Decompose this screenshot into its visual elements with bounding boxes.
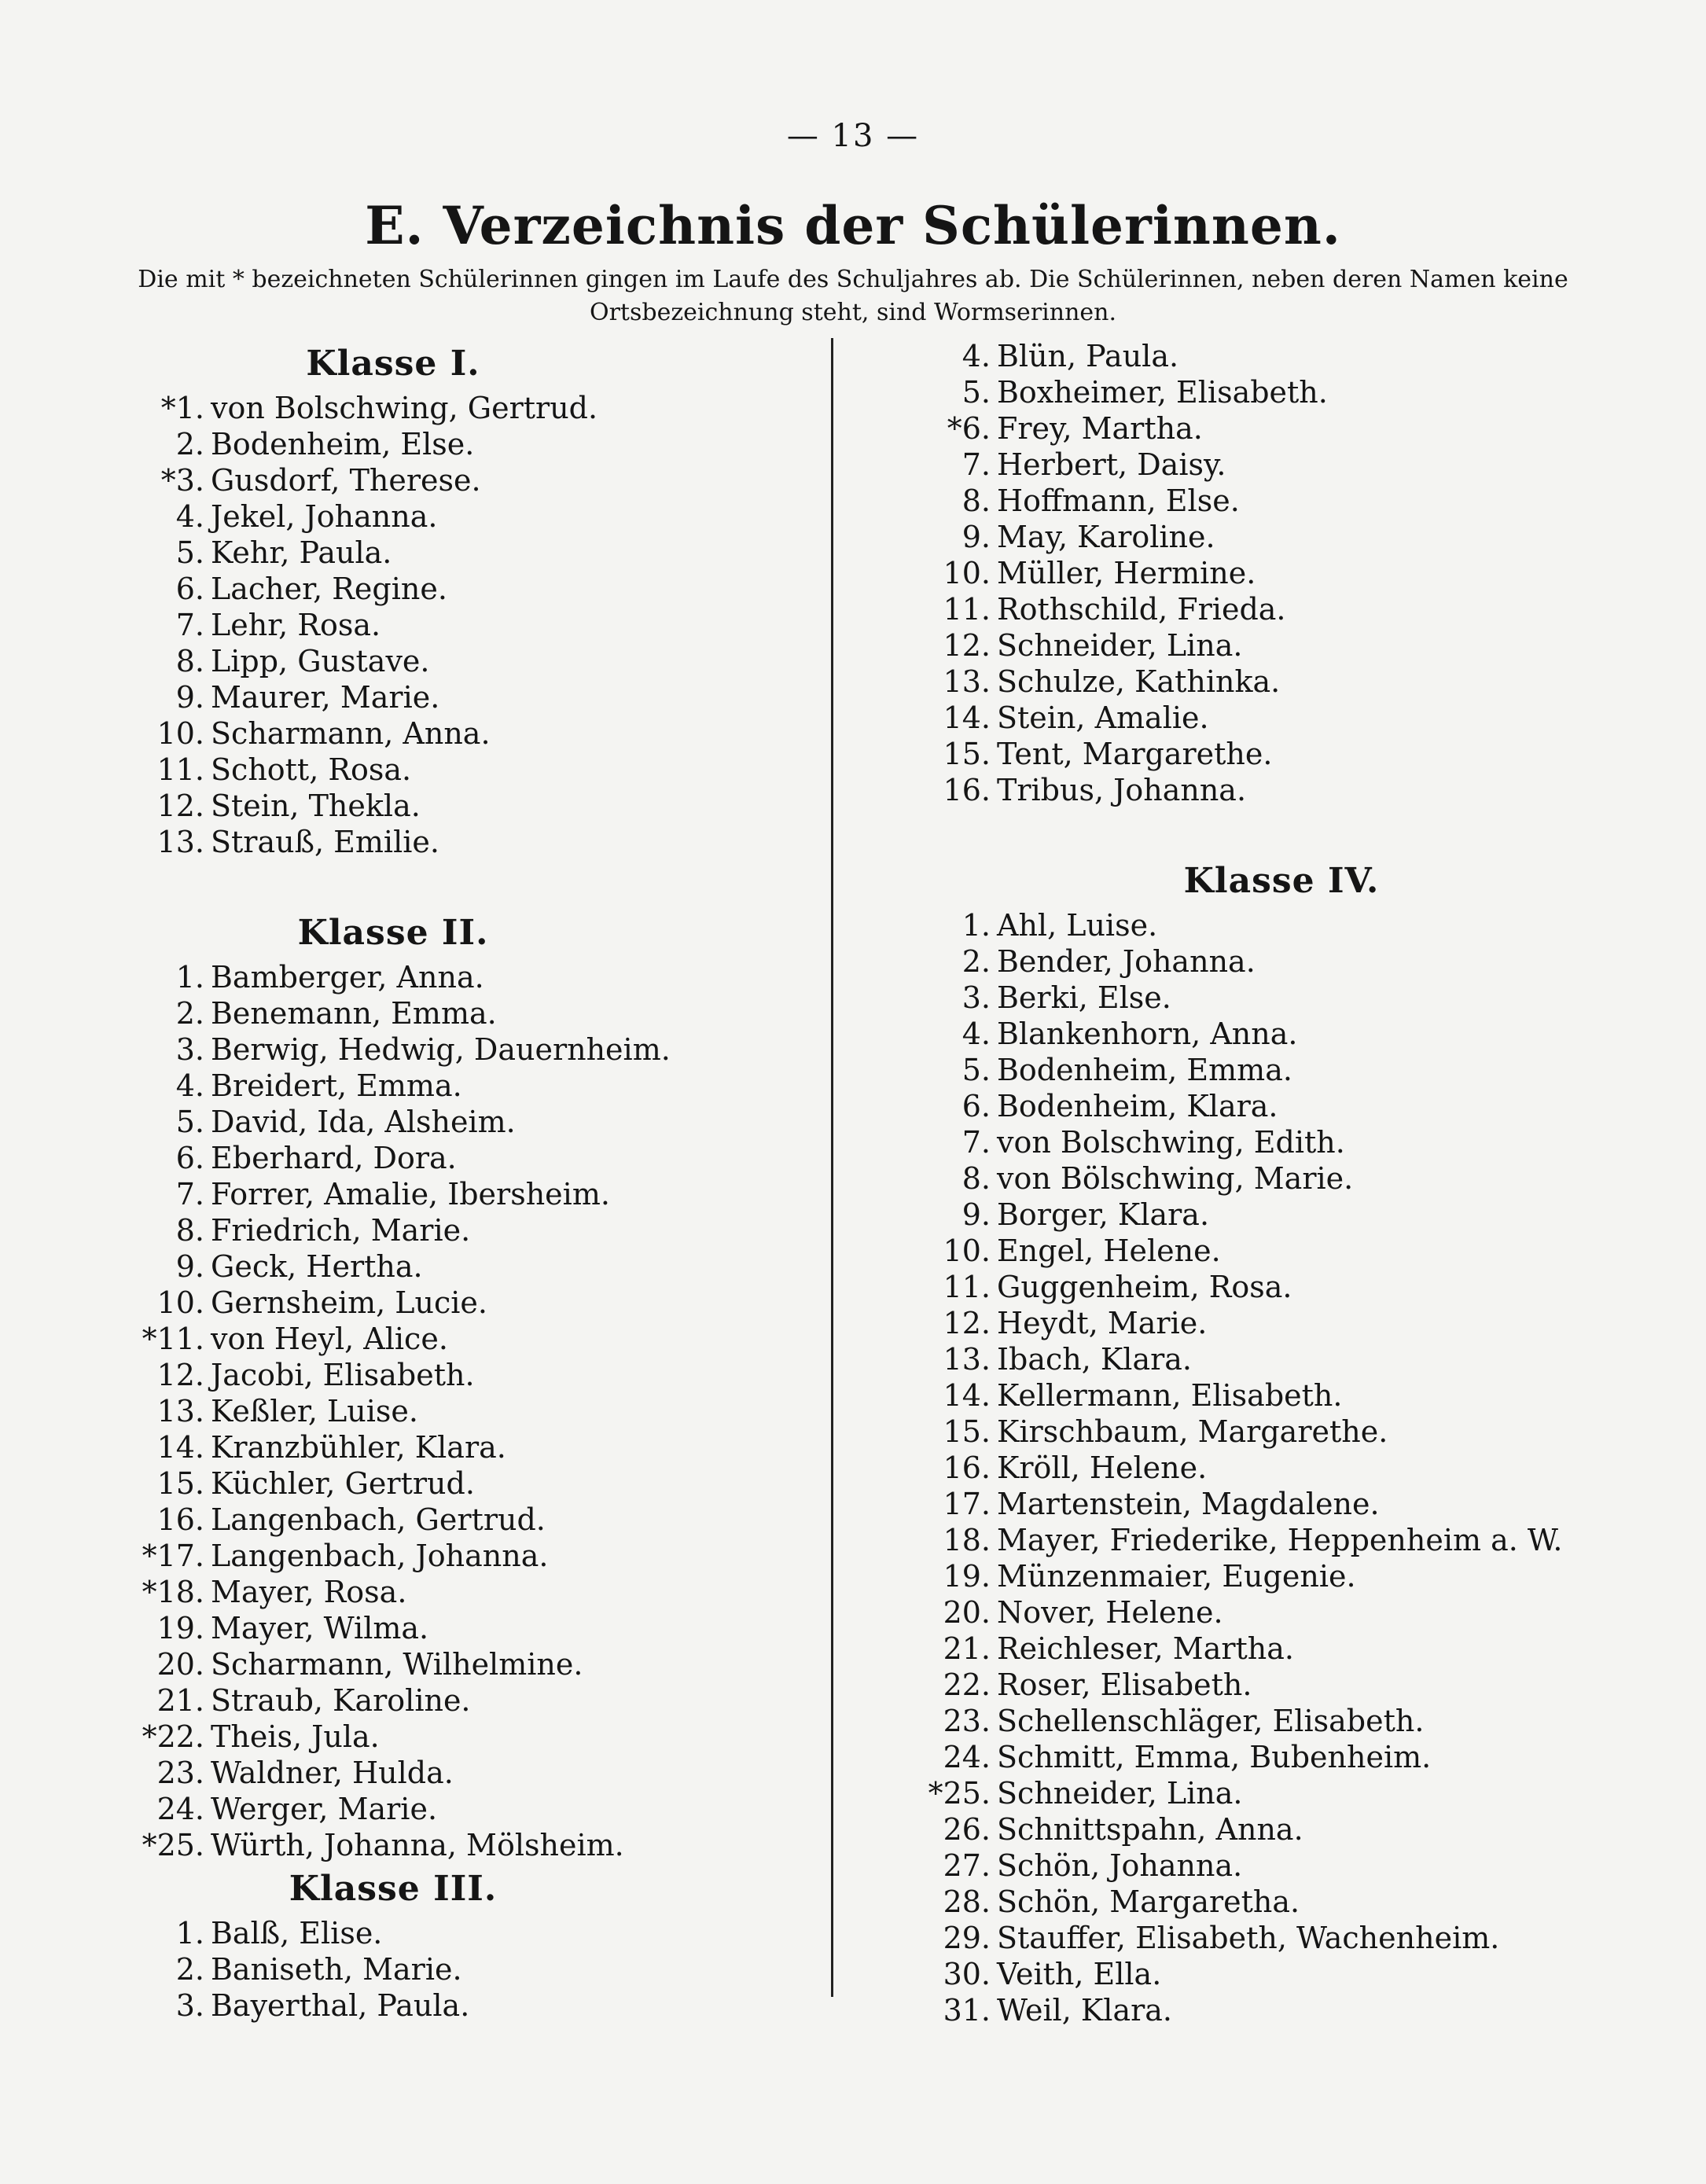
student-entry: [912, 1088, 1698, 1124]
student-entry: [912, 1920, 1698, 1956]
student-entry: [912, 483, 1698, 519]
student-entry: [126, 1140, 818, 1176]
student-number: 30.: [943, 1957, 991, 1991]
student-number: 12.: [943, 628, 991, 663]
student-name: Blankenhorn, Anna.: [997, 1017, 1298, 1051]
student-entry: [126, 390, 818, 426]
student-name: Münzenmaier, Eugenie.: [997, 1559, 1356, 1594]
student-number: 13.: [943, 1342, 991, 1377]
student-name: Schellenschläger, Elisabeth.: [997, 1704, 1425, 1738]
student-number: 14.: [943, 1378, 991, 1413]
student-number: 2.: [175, 996, 204, 1031]
student-entry: [912, 1848, 1698, 1884]
student-entry: [126, 995, 818, 1031]
student-name: Roser, Elisabeth.: [997, 1667, 1252, 1702]
student-entry: [126, 498, 818, 535]
student-number: 20.: [943, 1595, 991, 1630]
student-entry: [912, 1775, 1698, 1811]
student-entry: [126, 752, 818, 788]
student-name: Reichleser, Martha.: [997, 1631, 1294, 1666]
student-number: *1.: [160, 391, 204, 425]
student-entry: [912, 1269, 1698, 1305]
student-name: Blün, Paula.: [997, 339, 1179, 373]
student-entry: [912, 1703, 1698, 1739]
student-entry: [912, 1341, 1698, 1377]
student-entry: [912, 1594, 1698, 1631]
student-number: 3.: [175, 1032, 204, 1067]
student-name: von Heyl, Alice.: [211, 1322, 448, 1356]
student-name: David, Ida, Alsheim.: [211, 1105, 516, 1139]
student-number: 8.: [961, 483, 991, 518]
student-entry: [126, 1538, 818, 1574]
student-number: 8.: [175, 644, 204, 678]
student-number: 11.: [943, 592, 991, 627]
student-number: 16.: [943, 773, 991, 807]
student-name: Müller, Hermine.: [997, 556, 1256, 590]
student-number: 9.: [175, 1249, 204, 1284]
student-entry: [912, 1124, 1698, 1160]
student-name: Kellermann, Elisabeth.: [997, 1378, 1343, 1413]
student-name: Kirschbaum, Margarethe.: [997, 1414, 1388, 1449]
klasse3-heading: Klasse III.: [289, 1869, 498, 1909]
student-number: 7.: [961, 1125, 991, 1160]
student-entry: [126, 535, 818, 571]
student-number: 2.: [961, 944, 991, 979]
student-number: 23.: [943, 1704, 991, 1738]
student-name: Straub, Karoline.: [211, 1683, 471, 1718]
student-entry: [912, 1558, 1698, 1594]
klasse3-list-left: [126, 1915, 818, 2024]
student-number: 19.: [156, 1611, 204, 1645]
student-name: Kröll, Helene.: [997, 1450, 1208, 1485]
student-number: 1.: [175, 960, 204, 995]
right-column: [912, 338, 1698, 2028]
student-name: Lehr, Rosa.: [211, 608, 381, 642]
student-name: Mayer, Rosa.: [211, 1575, 407, 1609]
student-name: Balß, Elise.: [211, 1916, 383, 1951]
student-name: Schmitt, Emma, Bubenheim.: [997, 1740, 1432, 1774]
student-name: Friedrich, Marie.: [211, 1213, 471, 1248]
student-number: 1.: [961, 908, 991, 943]
column-divider: [831, 338, 833, 1997]
student-entry: [912, 1052, 1698, 1088]
student-entry: [126, 1031, 818, 1068]
student-entry: [126, 788, 818, 824]
student-entry: [126, 824, 818, 860]
student-name: Scharmann, Wilhelmine.: [211, 1647, 583, 1682]
student-name: Werger, Marie.: [211, 1792, 438, 1826]
student-number: 9.: [961, 520, 991, 554]
student-entry: [126, 1915, 818, 1951]
student-number: 29.: [943, 1921, 991, 1955]
student-entry: [912, 1884, 1698, 1920]
student-entry: [126, 571, 818, 607]
student-entry: [126, 1502, 818, 1538]
student-number: 5.: [175, 1105, 204, 1139]
klasse4-heading: Klasse IV.: [1183, 861, 1380, 901]
student-entry: [126, 1429, 818, 1465]
student-name: von Bölschwing, Marie.: [997, 1161, 1354, 1196]
student-number: 5.: [961, 375, 991, 410]
student-name: Eberhard, Dora.: [211, 1141, 457, 1175]
student-entry: [126, 1248, 818, 1285]
student-entry: [912, 627, 1698, 664]
student-name: Benemann, Emma.: [211, 996, 497, 1031]
student-number: 6.: [175, 572, 204, 606]
student-number: 15.: [943, 1414, 991, 1449]
student-number: 12.: [943, 1306, 991, 1340]
student-entry: [126, 1574, 818, 1610]
student-number: 9.: [961, 1197, 991, 1232]
student-entry: [912, 1233, 1698, 1269]
student-number: 7.: [175, 1177, 204, 1211]
student-name: Schneider, Lina.: [997, 628, 1243, 663]
student-number: 22.: [943, 1667, 991, 1702]
student-entry: [912, 1486, 1698, 1522]
student-name: Waldner, Hulda.: [211, 1756, 454, 1790]
student-number: 11.: [943, 1270, 991, 1304]
student-number: 15.: [943, 737, 991, 771]
student-entry: [912, 664, 1698, 700]
student-name: Jekel, Johanna.: [211, 499, 438, 534]
student-name: Kehr, Paula.: [211, 535, 392, 570]
student-entry: [126, 607, 818, 643]
student-number: 10.: [943, 556, 991, 590]
student-number: 18.: [943, 1523, 991, 1557]
student-entry: [126, 1951, 818, 1987]
student-name: Mayer, Wilma.: [211, 1611, 429, 1645]
student-entry: [126, 1755, 818, 1791]
student-number: *25.: [142, 1828, 204, 1862]
student-entry: [126, 1682, 818, 1719]
student-number: 2.: [175, 1952, 204, 1987]
student-name: Stauffer, Elisabeth, Wachenheim.: [997, 1921, 1500, 1955]
student-name: Breidert, Emma.: [211, 1068, 462, 1103]
student-number: *18.: [142, 1575, 204, 1609]
student-number: 4.: [175, 499, 204, 534]
student-name: Küchler, Gertrud.: [211, 1466, 475, 1501]
student-number: 15.: [156, 1466, 204, 1501]
student-number: 10.: [156, 1285, 204, 1320]
student-number: 1.: [175, 1916, 204, 1951]
student-name: Berki, Else.: [997, 980, 1171, 1015]
student-name: Borger, Klara.: [997, 1197, 1210, 1232]
student-number: 2.: [175, 427, 204, 461]
student-number: 13.: [156, 1394, 204, 1428]
student-number: 4.: [961, 339, 991, 373]
student-entry: [126, 426, 818, 462]
student-number: 6.: [961, 1089, 991, 1123]
student-number: 21.: [943, 1631, 991, 1666]
klasse2-list: [126, 959, 818, 1863]
student-name: von Bolschwing, Edith.: [997, 1125, 1345, 1160]
student-entry: [126, 1285, 818, 1321]
student-entry: [912, 555, 1698, 591]
student-number: 9.: [175, 680, 204, 715]
student-number: *6.: [947, 411, 991, 446]
student-number: 13.: [943, 664, 991, 699]
student-entry: [912, 1414, 1698, 1450]
student-entry: [126, 643, 818, 679]
student-number: 16.: [156, 1502, 204, 1537]
klasse2-heading: Klasse II.: [297, 913, 489, 953]
student-entry: [912, 1016, 1698, 1052]
student-name: Schön, Johanna.: [997, 1848, 1243, 1883]
student-name: Schnittspahn, Anna.: [997, 1812, 1303, 1847]
page-number: — 13 —: [786, 118, 920, 154]
student-name: Stein, Amalie.: [997, 700, 1209, 735]
student-name: Boxheimer, Elisabeth.: [997, 375, 1328, 410]
student-entry: [912, 943, 1698, 980]
student-entry: [912, 1811, 1698, 1848]
student-name: Frey, Martha.: [997, 411, 1203, 446]
student-number: *22.: [142, 1719, 204, 1754]
student-number: *25.: [928, 1776, 991, 1811]
student-entry: [126, 1827, 818, 1863]
student-number: 17.: [943, 1487, 991, 1521]
student-number: 14.: [156, 1430, 204, 1465]
student-name: Ibach, Klara.: [997, 1342, 1193, 1377]
student-entry: [912, 591, 1698, 627]
student-entry: [126, 679, 818, 715]
left-column: [126, 338, 818, 2024]
student-entry: [126, 1357, 818, 1393]
student-name: Baniseth, Marie.: [211, 1952, 462, 1987]
student-entry: [912, 1197, 1698, 1233]
student-number: 19.: [943, 1559, 991, 1594]
student-entry: [126, 1646, 818, 1682]
student-number: *11.: [142, 1322, 204, 1356]
student-number: 13.: [156, 825, 204, 859]
student-name: Geck, Hertha.: [211, 1249, 423, 1284]
student-number: 7.: [175, 608, 204, 642]
student-entry: [912, 1450, 1698, 1486]
student-entry: [126, 1393, 818, 1429]
student-name: Gusdorf, Therese.: [211, 463, 481, 498]
student-name: Schulze, Kathinka.: [997, 664, 1281, 699]
student-name: Guggenheim, Rosa.: [997, 1270, 1292, 1304]
student-name: Tent, Margarethe.: [997, 737, 1273, 771]
student-number: 11.: [156, 752, 204, 787]
student-entry: [126, 715, 818, 752]
student-number: 5.: [175, 535, 204, 570]
student-entry: [912, 1522, 1698, 1558]
student-number: 7.: [961, 447, 991, 482]
student-name: Tribus, Johanna.: [997, 773, 1247, 807]
student-name: Bodenheim, Klara.: [997, 1089, 1278, 1123]
student-name: Kranzbühler, Klara.: [211, 1430, 506, 1465]
student-name: Herbert, Daisy.: [997, 447, 1226, 482]
student-number: 4.: [175, 1068, 204, 1103]
student-number: 6.: [175, 1141, 204, 1175]
student-entry: [912, 736, 1698, 772]
student-number: 26.: [943, 1812, 991, 1847]
student-name: Heydt, Marie.: [997, 1306, 1208, 1340]
student-entry: [912, 772, 1698, 808]
student-name: Nover, Helene.: [997, 1595, 1223, 1630]
student-entry: [912, 374, 1698, 410]
student-entry: [912, 1160, 1698, 1197]
student-number: *3.: [160, 463, 204, 498]
student-name: Weil, Klara.: [997, 1993, 1173, 2028]
student-entry: [912, 700, 1698, 736]
student-entry: [126, 1987, 818, 2024]
klasse1-heading: Klasse I.: [306, 344, 480, 384]
student-entry: [126, 1068, 818, 1104]
student-name: Schneider, Lina.: [997, 1776, 1243, 1811]
student-name: Martenstein, Magdalene.: [997, 1487, 1380, 1521]
student-entry: [912, 1377, 1698, 1414]
student-name: Langenbach, Gertrud.: [211, 1502, 546, 1537]
student-entry: [126, 1610, 818, 1646]
student-entry: [126, 1465, 818, 1502]
student-number: 27.: [943, 1848, 991, 1883]
student-name: Lacher, Regine.: [211, 572, 447, 606]
student-name: Ahl, Luise.: [997, 908, 1158, 943]
student-name: Gernsheim, Lucie.: [211, 1285, 488, 1320]
student-number: 23.: [156, 1756, 204, 1790]
student-number: 12.: [156, 1358, 204, 1392]
student-number: 12.: [156, 789, 204, 823]
student-entry: [126, 1176, 818, 1212]
student-name: Engel, Helene.: [997, 1234, 1221, 1268]
student-name: von Bolschwing, Gertrud.: [211, 391, 598, 425]
student-number: 5.: [961, 1053, 991, 1087]
student-name: Lipp, Gustave.: [211, 644, 430, 678]
student-entry: [912, 1992, 1698, 2028]
student-number: 16.: [943, 1450, 991, 1485]
student-name: Forrer, Amalie, Ibersheim.: [211, 1177, 610, 1211]
student-number: 3.: [961, 980, 991, 1015]
student-number: 20.: [156, 1647, 204, 1682]
student-entry: [126, 1719, 818, 1755]
student-name: Berwig, Hedwig, Dauernheim.: [211, 1032, 671, 1067]
student-name: Keßler, Luise.: [211, 1394, 418, 1428]
student-name: Mayer, Friederike, Heppenheim a. W.: [997, 1523, 1563, 1557]
student-entry: [126, 1212, 818, 1248]
klasse4-list: [912, 907, 1698, 2028]
klasse3-list-right: [912, 338, 1698, 808]
student-name: May, Karoline.: [997, 520, 1215, 554]
student-entry: [126, 1321, 818, 1357]
student-name: Strauß, Emilie.: [211, 825, 439, 859]
student-name: Theis, Jula.: [211, 1719, 380, 1754]
student-name: Scharmann, Anna.: [211, 716, 491, 751]
student-entry: [912, 410, 1698, 447]
student-number: 24.: [943, 1740, 991, 1774]
student-name: Maurer, Marie.: [211, 680, 440, 715]
student-number: 21.: [156, 1683, 204, 1718]
student-entry: [912, 1667, 1698, 1703]
student-entry: [912, 1739, 1698, 1775]
student-name: Bodenheim, Else.: [211, 427, 475, 461]
student-entry: [126, 1104, 818, 1140]
student-number: 10.: [156, 716, 204, 751]
student-number: *17.: [142, 1539, 204, 1573]
student-entry: [912, 1305, 1698, 1341]
klasse1-list: [126, 390, 818, 860]
student-entry: [126, 1791, 818, 1827]
student-entry: [912, 980, 1698, 1016]
student-name: Langenbach, Johanna.: [211, 1539, 549, 1573]
page-title: E. Verzeichnis der Schülerinnen.: [365, 195, 1341, 256]
student-name: Stein, Thekla.: [211, 789, 421, 823]
student-number: 4.: [961, 1017, 991, 1051]
intro-note: Die mit * bezeichneten Schülerinnen gingen im Laufe des Schuljahres ab. Die Schülerinnen, neben deren Namen keine Ortsbezeichnung steht, sind Wormserinnen.: [138, 266, 1568, 326]
student-number: 14.: [943, 700, 991, 735]
student-name: Rothschild, Frieda.: [997, 592, 1286, 627]
student-entry: [912, 907, 1698, 943]
student-entry: [126, 462, 818, 498]
student-name: Schön, Margaretha.: [997, 1884, 1300, 1919]
student-number: 10.: [943, 1234, 991, 1268]
student-entry: [912, 338, 1698, 374]
student-number: 8.: [961, 1161, 991, 1196]
student-name: Bodenheim, Emma.: [997, 1053, 1292, 1087]
student-name: Bamberger, Anna.: [211, 960, 484, 995]
student-name: Schott, Rosa.: [211, 752, 412, 787]
student-name: Bayerthal, Paula.: [211, 1988, 470, 2023]
student-number: 31.: [943, 1993, 991, 2028]
student-number: 8.: [175, 1213, 204, 1248]
student-number: 24.: [156, 1792, 204, 1826]
student-name: Hoffmann, Else.: [997, 483, 1240, 518]
student-entry: [912, 447, 1698, 483]
student-number: 28.: [943, 1884, 991, 1919]
student-entry: [912, 1631, 1698, 1667]
student-name: Würth, Johanna, Mölsheim.: [211, 1828, 624, 1862]
student-name: Bender, Johanna.: [997, 944, 1256, 979]
student-number: 3.: [175, 1988, 204, 2023]
student-name: Veith, Ella.: [997, 1957, 1162, 1991]
student-entry: [126, 959, 818, 995]
student-entry: [912, 519, 1698, 555]
student-entry: [912, 1956, 1698, 1992]
student-name: Jacobi, Elisabeth.: [211, 1358, 475, 1392]
